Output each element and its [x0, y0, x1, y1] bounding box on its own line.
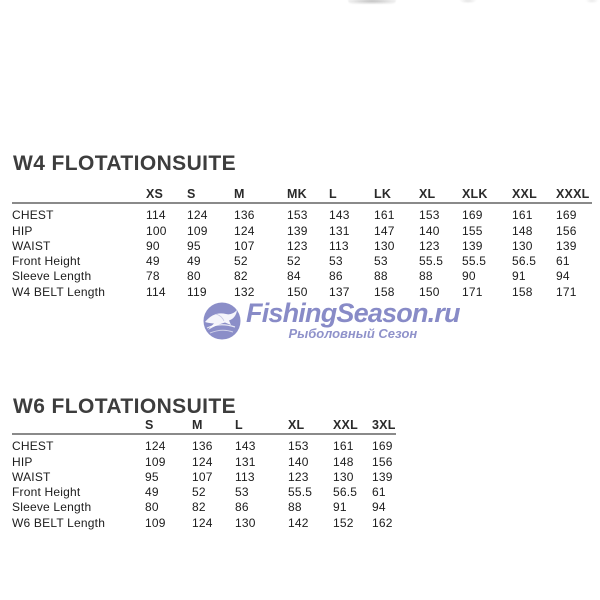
size-value-cell: 90	[462, 269, 476, 284]
size-value-cell: 171	[556, 284, 577, 299]
size-value-cell: 136	[234, 208, 255, 223]
watermark-brand-text: FishingSeason.ru	[246, 298, 460, 328]
size-value-cell: 130	[374, 238, 395, 253]
size-value-cell: 49	[187, 254, 201, 269]
measurement-row-label: WAIST	[12, 469, 51, 484]
size-value-cell: 53	[374, 254, 388, 269]
size-value-cell: 49	[146, 254, 160, 269]
size-column-header: XL	[288, 417, 333, 434]
size-value-cell: 123	[419, 238, 440, 253]
size-value-cell: 161	[512, 208, 533, 223]
watermark-subtitle-text: Рыболовный Сезон	[288, 326, 418, 341]
size-value-cell: 142	[288, 515, 309, 530]
size-value-cell: 156	[372, 454, 393, 469]
size-value-cell: 169	[556, 208, 577, 223]
table-row	[12, 203, 592, 222]
size-value-cell: 86	[329, 269, 343, 284]
measurement-row-label: CHEST	[12, 208, 54, 223]
measurement-row-label: HIP	[12, 454, 33, 469]
size-value-cell: 147	[374, 223, 395, 238]
w6-header-row	[12, 417, 396, 434]
measurement-row-label: W6 BELT Length	[12, 515, 106, 530]
size-value-cell: 169	[372, 439, 393, 454]
size-value-cell: 82	[192, 500, 206, 515]
size-value-cell: 139	[372, 469, 393, 484]
size-value-cell: 158	[374, 284, 395, 299]
size-value-cell: 56.5	[512, 254, 537, 269]
size-value-cell: 100	[146, 223, 167, 238]
table-row	[12, 469, 396, 484]
size-value-cell: 95	[145, 469, 159, 484]
size-column-header: XXL	[333, 417, 372, 434]
size-column-header: M	[234, 186, 287, 203]
size-value-cell: 80	[187, 269, 201, 284]
size-value-cell: 114	[146, 208, 166, 223]
size-table-corner	[12, 417, 145, 434]
table-row	[12, 453, 396, 468]
size-value-cell: 140	[419, 223, 440, 238]
size-value-cell: 113	[235, 469, 255, 484]
size-value-cell: 131	[329, 223, 350, 238]
size-value-cell: 158	[512, 284, 533, 299]
size-value-cell: 109	[145, 515, 166, 530]
cropped-photo-remnant	[586, 0, 598, 3]
w4-header-row	[12, 186, 592, 203]
table-row	[12, 283, 592, 298]
measurement-row-label: Front Height	[12, 485, 81, 500]
measurement-row-label: W4 BELT Length	[12, 284, 106, 299]
size-value-cell: 107	[234, 238, 255, 253]
size-value-cell: 148	[333, 454, 354, 469]
size-value-cell: 130	[333, 469, 354, 484]
table-row	[12, 484, 396, 499]
table-row	[12, 268, 592, 283]
measurement-row-label: HIP	[12, 223, 33, 238]
size-column-header: XL	[419, 186, 462, 203]
size-column-header: M	[192, 417, 235, 434]
size-column-header: S	[187, 186, 234, 203]
size-value-cell: 124	[234, 223, 255, 238]
table-row	[12, 499, 396, 514]
size-value-cell: 49	[145, 485, 159, 500]
size-value-cell: 91	[512, 269, 526, 284]
size-value-cell: 123	[287, 238, 308, 253]
w6-size-table	[12, 417, 396, 530]
size-value-cell: 114	[146, 284, 166, 299]
size-value-cell: 153	[419, 208, 440, 223]
table-row	[12, 238, 592, 253]
w6-section-title: W6 FLOTATIONSUITE	[13, 395, 237, 418]
size-value-cell: 109	[145, 454, 166, 469]
size-column-header: MK	[287, 186, 329, 203]
size-value-cell: 155	[462, 223, 483, 238]
size-value-cell: 53	[329, 254, 343, 269]
size-value-cell: 56.5	[333, 485, 358, 500]
size-value-cell: 91	[333, 500, 347, 515]
size-value-cell: 52	[234, 254, 248, 269]
size-value-cell: 61	[372, 485, 386, 500]
size-value-cell: 124	[192, 515, 213, 530]
table-row	[12, 434, 396, 453]
size-value-cell: 55.5	[462, 254, 487, 269]
size-value-cell: 88	[374, 269, 388, 284]
size-value-cell: 124	[145, 439, 166, 454]
table-row	[12, 253, 592, 268]
size-value-cell: 136	[192, 439, 213, 454]
size-value-cell: 130	[512, 238, 533, 253]
size-value-cell: 95	[187, 238, 201, 253]
size-column-header: LK	[374, 186, 419, 203]
size-value-cell: 169	[462, 208, 483, 223]
size-value-cell: 86	[235, 500, 249, 515]
size-value-cell: 139	[287, 223, 308, 238]
measurement-row-label: WAIST	[12, 238, 51, 253]
size-value-cell: 143	[235, 439, 256, 454]
w4-size-table	[12, 186, 592, 299]
size-value-cell: 161	[374, 208, 395, 223]
size-value-cell: 53	[235, 485, 249, 500]
measurement-row-label: Sleeve Length	[12, 269, 92, 284]
size-value-cell: 88	[288, 500, 302, 515]
size-column-header: XLK	[462, 186, 512, 203]
size-value-cell: 90	[146, 238, 160, 253]
size-value-cell: 152	[333, 515, 354, 530]
size-value-cell: 88	[419, 269, 433, 284]
size-value-cell: 119	[187, 284, 207, 299]
size-value-cell: 161	[333, 439, 354, 454]
size-value-cell: 130	[235, 515, 256, 530]
size-value-cell: 55.5	[419, 254, 444, 269]
size-value-cell: 156	[556, 223, 577, 238]
size-value-cell: 124	[192, 454, 213, 469]
fish-globe-icon	[202, 301, 242, 341]
size-value-cell: 171	[462, 284, 483, 299]
size-value-cell: 52	[192, 485, 206, 500]
size-value-cell: 150	[287, 284, 308, 299]
size-table-corner	[12, 186, 146, 203]
size-column-header: 3XL	[372, 418, 396, 432]
size-value-cell: 139	[462, 238, 483, 253]
measurement-row-label: Front Height	[12, 254, 81, 269]
size-value-cell: 153	[288, 439, 309, 454]
size-value-cell: 131	[235, 454, 256, 469]
cropped-photo-remnant	[460, 0, 476, 3]
size-column-header: L	[235, 417, 288, 434]
size-value-cell: 132	[234, 284, 255, 299]
size-value-cell: 124	[187, 208, 208, 223]
size-value-cell: 94	[556, 269, 570, 284]
size-value-cell: 140	[288, 454, 309, 469]
size-column-header: XS	[146, 186, 187, 203]
cropped-photo-remnant	[348, 0, 396, 4]
size-value-cell: 55.5	[288, 485, 313, 500]
table-row	[12, 222, 592, 237]
size-value-cell: 107	[192, 469, 213, 484]
size-value-cell: 61	[556, 254, 570, 269]
size-value-cell: 148	[512, 223, 533, 238]
size-value-cell: 139	[556, 238, 577, 253]
size-value-cell: 153	[287, 208, 308, 223]
size-column-header: XXL	[512, 186, 556, 203]
measurement-row-label: CHEST	[12, 439, 54, 454]
size-value-cell: 94	[372, 500, 386, 515]
table-row	[12, 514, 396, 529]
w4-section-title: W4 FLOTATIONSUITE	[13, 152, 237, 175]
size-column-header: S	[145, 417, 192, 434]
size-value-cell: 150	[419, 284, 440, 299]
size-value-cell: 143	[329, 208, 350, 223]
size-value-cell: 84	[287, 269, 301, 284]
size-column-header: XXXL	[556, 186, 592, 203]
fishingseason-watermark	[202, 300, 460, 341]
size-column-header: L	[329, 186, 374, 203]
size-value-cell: 123	[288, 469, 309, 484]
size-value-cell: 113	[329, 238, 349, 253]
measurement-row-label: Sleeve Length	[12, 500, 92, 515]
size-value-cell: 82	[234, 269, 248, 284]
size-value-cell: 52	[287, 254, 301, 269]
size-value-cell: 109	[187, 223, 208, 238]
size-value-cell: 80	[145, 500, 159, 515]
size-value-cell: 162	[372, 515, 393, 530]
size-value-cell: 78	[146, 269, 160, 284]
size-value-cell: 137	[329, 284, 350, 299]
